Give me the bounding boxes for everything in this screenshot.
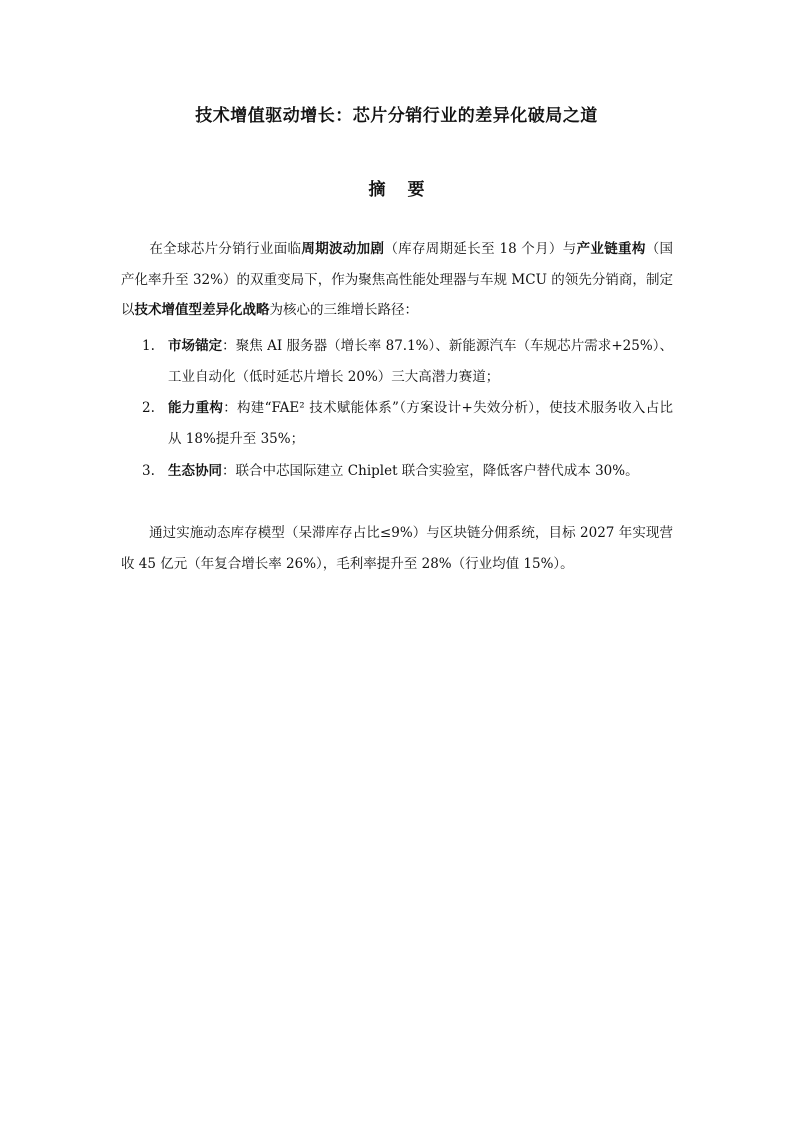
strategy-list <box>121 331 673 488</box>
list-item-label: 能力重构 <box>168 400 224 417</box>
list-item-number: 1. <box>142 338 155 354</box>
list-item-label: 市场锚定 <box>168 338 223 354</box>
list-item-text: ：聚焦 AI 服务器（增长率 87.1%）、新能源汽车（车规芯片需求+25%）、工业自动化（低时延芯片增长 20%）三大高潜力赛道； <box>168 338 673 385</box>
intro-text-4: 为核心的三维增长路径： <box>269 302 418 319</box>
intro-bold-3: 技术增值型差异化战略 <box>134 302 270 319</box>
intro-text-1: 在全球芯片分销行业面临 <box>149 241 302 257</box>
closing-text: 通过实施动态库存模型（呆滞库存占比≤9%）与区块链分佣系统，目标 2027 年实现营收 45 亿元（年复合增长率 26%），毛利率提升至 28%（行业均值 15%）。 <box>121 525 673 572</box>
list-item-text: ：构建“FAE² 技术赋能体系”（方案设计+失效分析），使技术服务收入占比从 18%提升至 35%； <box>168 400 673 448</box>
list-item-label: 生态协同 <box>168 462 222 479</box>
list-item <box>121 456 673 487</box>
intro-text-2: （库存周期延长至 18 个月）与 <box>384 241 577 257</box>
list-item-number: 3. <box>142 462 155 479</box>
document-title: 技术增值驱动增长：芯片分销行业的差异化破局之道 <box>195 106 598 126</box>
list-item <box>121 331 673 392</box>
list-item-text: ：联合中芯国际建立 Chiplet 联合实验室，降低客户替代成本 30%。 <box>222 462 639 479</box>
intro-bold-2: 产业链重构 <box>576 241 646 257</box>
intro-text-3: （国产化率升至 32%）的双重变局下，作为聚焦高性能处理器与车规 MCU 的领先分销商，制定以 <box>121 241 674 319</box>
abstract-heading: 摘要 <box>368 180 447 200</box>
list-item-number: 2. <box>142 400 155 417</box>
closing-paragraph <box>121 518 673 579</box>
list-item <box>121 393 673 454</box>
intro-bold-1: 周期波动加剧 <box>301 241 385 257</box>
intro-paragraph <box>121 234 673 326</box>
